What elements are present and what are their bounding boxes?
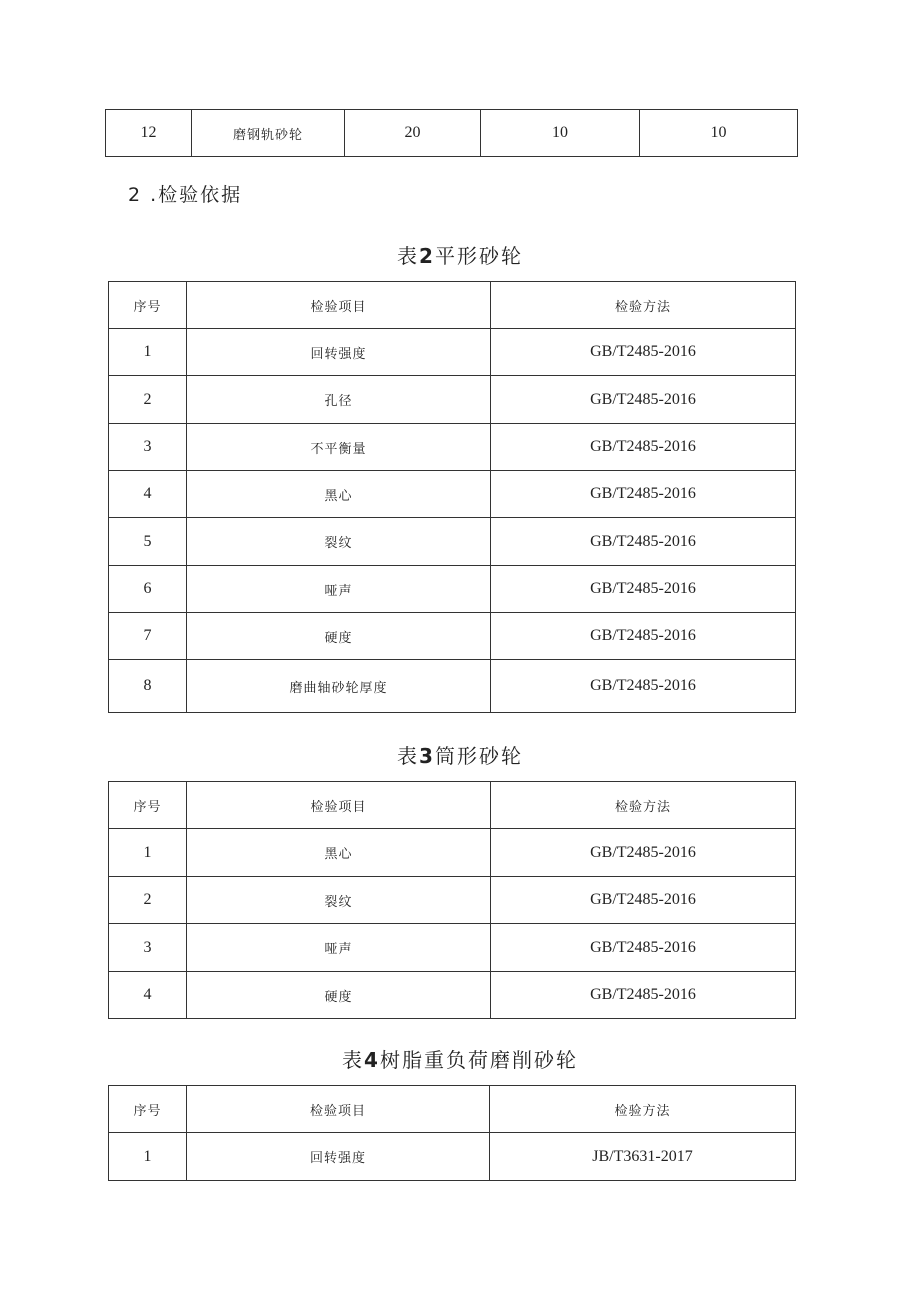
- previous-table-continuation: [105, 109, 798, 157]
- table-header-row: [109, 1086, 796, 1133]
- cell-method: GB/T2485-2016: [491, 613, 796, 660]
- table-row: [109, 376, 796, 424]
- table-row: [109, 471, 796, 518]
- cell-seq: 6: [109, 566, 187, 613]
- table-title-number: 3: [419, 744, 435, 768]
- table-header-row: [109, 282, 796, 329]
- header-seq: 序号: [109, 1086, 187, 1133]
- cell-value-3: 10: [640, 110, 798, 157]
- table-title-number: 4: [364, 1048, 380, 1072]
- table-title-prefix: 表: [397, 244, 420, 268]
- table-3: [108, 781, 796, 1019]
- cell-method: GB/T2485-2016: [491, 329, 796, 376]
- table-row: [109, 424, 796, 471]
- table-title-number: 2: [419, 244, 435, 268]
- table-2: [108, 281, 796, 713]
- table-title-prefix: 表: [342, 1048, 365, 1072]
- cell-value-1: 20: [345, 110, 481, 157]
- table-4: [108, 1085, 796, 1181]
- cell-method: GB/T2485-2016: [491, 972, 796, 1019]
- cell-item: 哑声: [187, 924, 491, 972]
- table-4-title: [0, 1044, 920, 1073]
- cell-item: 裂纹: [187, 877, 491, 924]
- header-item: 检验项目: [187, 282, 491, 329]
- cell-value-2: 10: [481, 110, 640, 157]
- header-item: 检验项目: [187, 1086, 490, 1133]
- cell-seq: 7: [109, 613, 187, 660]
- cell-method: GB/T2485-2016: [491, 424, 796, 471]
- header-method: 检验方法: [491, 282, 796, 329]
- table-row: [109, 972, 796, 1019]
- cell-seq: 5: [109, 518, 187, 566]
- cell-seq: 4: [109, 972, 187, 1019]
- cell-method: GB/T2485-2016: [491, 924, 796, 972]
- cell-method: JB/T3631-2017: [490, 1133, 796, 1181]
- cell-method: GB/T2485-2016: [491, 660, 796, 713]
- table-row: [109, 613, 796, 660]
- header-item: 检验项目: [187, 782, 491, 829]
- cell-seq: 2: [109, 376, 187, 424]
- header-method: 检验方法: [491, 782, 796, 829]
- cell-item: 裂纹: [187, 518, 491, 566]
- cell-method: GB/T2485-2016: [491, 471, 796, 518]
- cell-seq: 12: [106, 110, 192, 157]
- cell-seq: 1: [109, 829, 187, 877]
- cell-item: 哑声: [187, 566, 491, 613]
- cell-item: 不平衡量: [187, 424, 491, 471]
- table-title-text: 筒形砂轮: [434, 744, 523, 768]
- cell-method: GB/T2485-2016: [491, 518, 796, 566]
- cell-item: 黑心: [187, 829, 491, 877]
- table-row: [109, 660, 796, 713]
- table-3-title: [0, 740, 920, 769]
- cell-seq: 4: [109, 471, 187, 518]
- header-seq: 序号: [109, 282, 187, 329]
- cell-method: GB/T2485-2016: [491, 829, 796, 877]
- cell-item: 硬度: [187, 613, 491, 660]
- cell-method: GB/T2485-2016: [491, 376, 796, 424]
- table-row: [109, 329, 796, 376]
- cell-seq: 2: [109, 877, 187, 924]
- table-title-text: 树脂重负荷磨削砂轮: [379, 1048, 578, 1072]
- cell-item: 磨曲轴砂轮厚度: [187, 660, 491, 713]
- table-title-text: 平形砂轮: [434, 244, 523, 268]
- table-row: [106, 110, 798, 157]
- table-row: [109, 518, 796, 566]
- table-row: [109, 1133, 796, 1181]
- table-title-prefix: 表: [397, 744, 420, 768]
- cell-item: 黑心: [187, 471, 491, 518]
- table-row: [109, 566, 796, 613]
- cell-item: 孔径: [187, 376, 491, 424]
- cell-item: 磨钢轨砂轮: [192, 110, 345, 157]
- cell-method: GB/T2485-2016: [491, 566, 796, 613]
- header-method: 检验方法: [490, 1086, 796, 1133]
- cell-item: 回转强度: [187, 1133, 490, 1181]
- table-row: [109, 924, 796, 972]
- table-row: [109, 829, 796, 877]
- table-header-row: [109, 782, 796, 829]
- header-seq: 序号: [109, 782, 187, 829]
- cell-item: 硬度: [187, 972, 491, 1019]
- cell-seq: 3: [109, 424, 187, 471]
- cell-seq: 8: [109, 660, 187, 713]
- cell-seq: 1: [109, 1133, 187, 1181]
- cell-seq: 3: [109, 924, 187, 972]
- cell-seq: 1: [109, 329, 187, 376]
- cell-method: GB/T2485-2016: [491, 877, 796, 924]
- table-row: [109, 877, 796, 924]
- table-2-title: [0, 240, 920, 269]
- section-heading: 2 .检验依据: [128, 184, 243, 206]
- cell-item: 回转强度: [187, 329, 491, 376]
